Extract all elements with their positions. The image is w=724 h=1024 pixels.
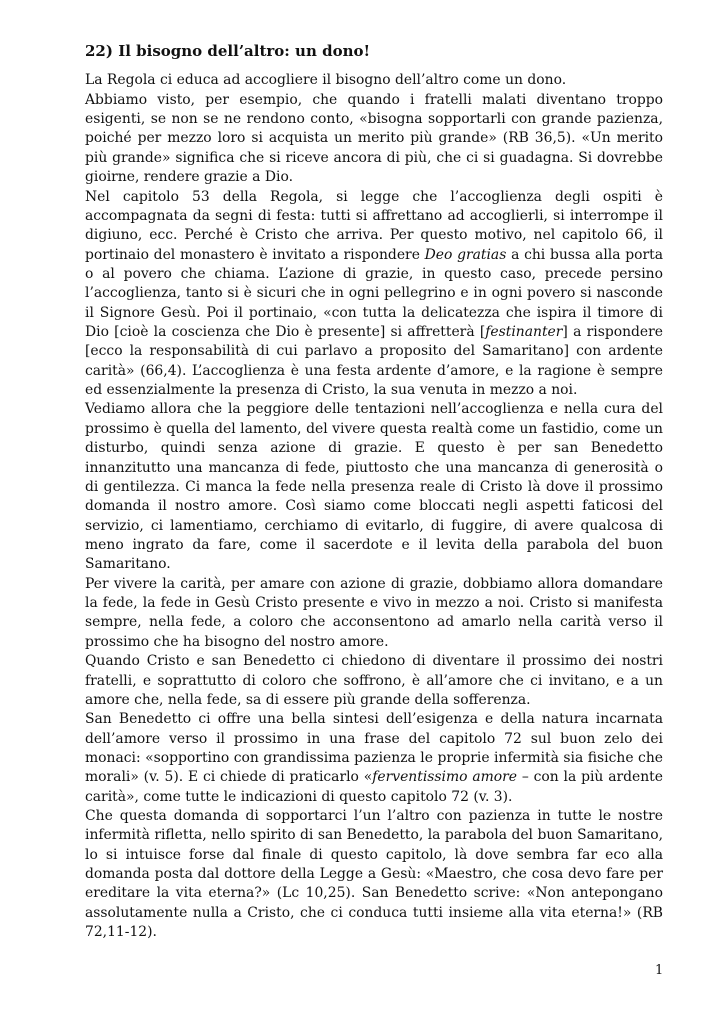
page-number: 1 xyxy=(655,963,664,978)
paragraph-2: Abbiamo visto, per esempio, che quando i fratelli malati diventano troppo esigenti, se non se ne rendono conto, «bisogna sopportarli con grande pazienza, poiché per mezzo loro si acquista un merito più grande» (RB 36,5). «Un merito più grande» significa che si riceve ancora di più, che ci si guadagna. Si dovrebbe gioirne, rendere grazie a Dio. xyxy=(85,91,663,186)
section-heading: 22) Il bisogno dell’altro: un dono! xyxy=(85,42,371,60)
paragraph-4: Vediamo allora che la peggiore delle tentazioni nell’accoglienza e nella cura del prossimo è quella del lamento, del vivere questa realtà come un fastidio, come un disturbo, quindi senza azione di grazie. E questo è per san Benedetto innanzitutto una mancanza di fede, piuttosto che una mancanza di generosità o di gentilezza. Ci manca la fede nella presenza reale di Cristo là dove il prossimo domanda il nostro amore. Così siamo come bloccati negli aspetti faticosi del servizio, ci lamentiamo, cerchiamo di evitarlo, di fuggire, di avere qualcosa di meno ingrato da fare, come il sacerdote e il levita della parabola del buon Samaritano. xyxy=(85,401,663,573)
paragraph-6: Quando Cristo e san Benedetto ci chiedono di diventare il prossimo dei nostri fratelli, e soprattutto di coloro che soffrono, è all’amore che ci invitano, e a un amore che, nella fede, sa di essere più grande della sofferenza. xyxy=(85,653,663,708)
paragraph-7-part-1: San Benedetto ci offre una bella sintesi dell’esigenza e della natura incarnata dell’amore verso il prossimo in una frase del capitolo 72 sul buon zelo dei monaci: «sopportino con grandissima pazienza le proprie infermità sia fisiche che morali» (v. 5). E ci chiede di praticarlo « xyxy=(85,711,663,786)
paragraph-8: Che questa domanda di sopportarci l’un l’altro con pazienza in tutte le nostre infermità rifletta, nello spirito di san Benedetto, la parabola del buon Samaritano, lo si intuisce forse dal finale di questo capitolo, là dove sembra far eco alla domanda posta dal dottore della Legge a Gesù: «Maestro, che cosa devo fare per ereditare la vita eterna?» (Lc 10,25). San Benedetto scrive: «Non antepongano assolutamente nulla a Cristo, che ci conduca tutti insieme alla vita eterna!» (RB 72,11-12). xyxy=(85,808,663,941)
ferventissimo-amore-italic: ferventissimo amore xyxy=(372,769,518,786)
paragraph-7 xyxy=(85,710,663,807)
paragraph-3 xyxy=(85,188,663,401)
deo-gratias-italic: Deo gratias xyxy=(424,246,507,263)
paragraph-3-part-1: Nel capitolo 53 della Regola, si legge che l’accoglienza degli ospiti è accompagnata da segni di festa: tutti si affrettano ad accoglierli, si interrompe il digiuno, ecc. Perché è Cristo che arriva. Per questo motivo, nel capitolo 66, il portinaio del monastero è invitato a rispondere xyxy=(85,188,663,263)
paragraph-3-part-2: a chi bussa alla porta o al povero che chiama. L’azione di grazie, in questo caso, precede persino l’accoglienza, tanto si è sicuri che in ogni pellegrino e in ogni povero si nasconde il Signore Gesù. Poi il portinaio, «con tutta la delicatezza che ispira il timore di Dio [cioè la coscienza che Dio è presente] si affretterà [ xyxy=(85,246,663,341)
paragraph-3-part-3: ] a rispondere [ecco la responsabilità di cui parlavo a proposito del Samaritano] con ardente carità» (66,4). L’accoglienza è una festa ardente d’amore, e la ragione è sempre ed essenzialmente la presenza di Cristo, la sua venuta in mezzo a noi. xyxy=(85,324,663,399)
paragraph-5: Per vivere la carità, per amare con azione di grazie, dobbiamo allora domandare la fede, la fede in Gesù Cristo presente e vivo in mezzo a noi. Cristo si manifesta sempre, nella fede, a coloro che acconsentono ad amarlo nella carità verso il prossimo che ha bisogno del nostro amore. xyxy=(85,575,663,650)
paragraph-7-part-2: – con la più ardente carità», come tutte le indicazioni di questo capitolo 72 (v. 3). xyxy=(85,769,663,805)
document-body xyxy=(85,42,663,943)
festinanter-italic: festinanter xyxy=(485,324,563,341)
paragraph-1: La Regola ci educa ad accogliere il bisogno dell’altro come un dono. xyxy=(85,72,567,89)
